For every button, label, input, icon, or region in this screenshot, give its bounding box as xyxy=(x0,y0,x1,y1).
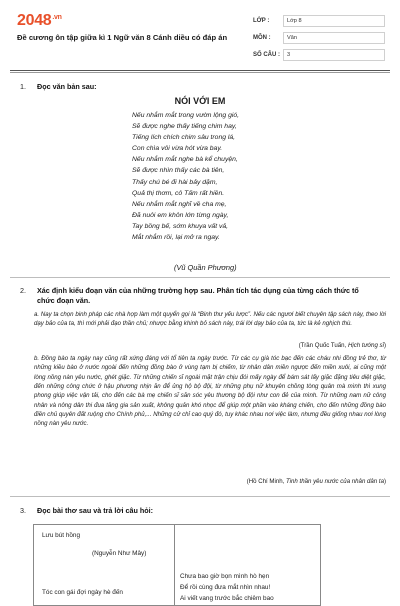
meta-value: Lớp 8 xyxy=(283,15,385,27)
poem-table-author: (Nguyễn Như Mây) xyxy=(92,550,147,557)
poem-line: Nếu nhắm mắt nghe bà kể chuyện, xyxy=(132,156,238,164)
poem-line: Đã nuôi em khôn lớn từng ngày, xyxy=(132,211,229,219)
question-2-heading-line: Xác định kiểu đoạn văn của những trường hợp sau. Phân tích tác dụng của từng cách thức tổ xyxy=(37,286,359,295)
citation-a xyxy=(299,342,386,349)
question-2-number: 2. xyxy=(20,286,26,295)
poem-title: NÓI VỚI EM xyxy=(174,96,226,106)
meta-label: SỐ CÂU : xyxy=(253,52,280,58)
poem-body xyxy=(132,110,239,243)
poem-line: Tiếng lích chích chim sâu trong lá, xyxy=(132,134,236,142)
citation-work: Tinh thần yêu nước của nhân dân ta xyxy=(286,478,384,485)
document-title: Đề cương ôn tập giữa kì 1 Ngữ văn 8 Cánh diều có đáp án xyxy=(17,33,228,42)
meta-value: 3 xyxy=(283,49,385,61)
question-2-heading-line: chức đoạn văn. xyxy=(37,295,91,305)
poem-line: Thấy chú bé đi hài bảy dặm, xyxy=(132,178,218,186)
citation-work: Hịch tướng sĩ xyxy=(347,342,384,349)
poem-table-title: Lưu bút hồng xyxy=(42,532,81,539)
meta-label: MÔN : xyxy=(253,35,271,41)
header-divider xyxy=(10,70,390,71)
meta-row-subject xyxy=(253,31,385,45)
poem-line: Sẽ được nghe thấy tiếng chim hay, xyxy=(132,123,237,131)
question-1-heading: Đọc văn bản sau: xyxy=(37,82,97,91)
question-1-number: 1. xyxy=(20,82,26,91)
poem-author: (Vũ Quần Phương) xyxy=(174,263,237,272)
poem-line: Quả thị thơm, cô Tấm rất hiền. xyxy=(132,189,225,197)
poem-line: Mắt nhắm rồi, lại mở ra ngay. xyxy=(132,234,220,242)
section-divider xyxy=(10,277,390,278)
meta-panel xyxy=(253,14,385,65)
meta-row-count xyxy=(253,48,385,62)
poem-table-line: Chưa bao giờ bọn mình hò hẹn xyxy=(180,573,270,580)
poem-table-line: Để rồi cùng đưa mắt nhìn nhau! xyxy=(180,584,271,591)
poem-table-line: Ai viết vang trước bắc chiêm bao xyxy=(180,595,274,602)
citation-text: (Trần Quốc Tuấn, xyxy=(298,342,348,349)
poem-line: Nếu nhắm mắt trong vườn lộng gió, xyxy=(132,112,240,119)
paragraph-b: b. Đồng bào ta ngày nay cũng rất xứng đáng với tổ tiên ta ngày trước. Từ các cụ già tóc bạc đến các cháu nhi đồng trẻ thơ, từ những kiều bào ở nước ngoài đến những đồng bào ở vùng tạm bị chiếm, từ nhân dân miền ngược đến miền xuôi, ai cũng một lòng nồng nàn yêu nước, ghét giặc. Từ những chiến sĩ ngoài mặt trận chịu đói mấy ngày để bám sát lấy giặc đặng tiêu diệt giặc, đến những công chức ở hậu phương nhịn ăn để ủng hộ bộ đội, từ những phụ nữ khuyên chồng tòng quân mà mình thì xung phong giúp việc vận tải, cho đến các bà mẹ chiến sĩ săn sóc yêu thương bộ đội như con đẻ của mình. Từ những nam nữ công nhân và nông dân thi đua tăng gia sản xuất, không quản khó nhọc để giúp một phần vào kháng chiến, cho đến những đồng bào điền chủ quyên đất ruộng cho Chính phủ,... Những cử chỉ cao quý đó, tuy khác nhau nơi việc làm, nhưng đều giống nhau nơi lòng nồng nàn yêu nước. xyxy=(34,355,386,428)
meta-value: Văn xyxy=(283,32,385,44)
question-3-heading: Đọc bài thơ sau và trả lời câu hỏi: xyxy=(37,506,154,515)
citation-text: (Hồ Chí Minh, xyxy=(246,478,287,485)
poem-line: Con chìa vôi vừa hót vừa bay. xyxy=(132,145,223,153)
meta-label: LỚP : xyxy=(253,18,270,24)
paragraph-a: a. Nay ta chọn binh pháp các nhà hợp làm một quyển gọi là “Binh thư yếu lược”. Nếu các ngươi biết chuyên tập sách này, theo lời dạy bảo của ta, thì mới phải đạo thần chủ; nhược bằng khinh bỏ sách này, trái lời dạy bảo của ta, tức là kẻ nghịch thù. xyxy=(34,311,386,328)
section-divider xyxy=(10,496,390,497)
question-3-number: 3. xyxy=(20,506,26,515)
logo-suffix: .vn xyxy=(52,13,62,21)
citation-text: ) xyxy=(383,342,386,349)
citation-b xyxy=(247,478,386,485)
meta-row-class xyxy=(253,14,385,28)
citation-text: ) xyxy=(383,478,386,485)
question-2-heading xyxy=(37,286,387,305)
table-column-divider xyxy=(174,525,175,605)
site-logo[interactable] xyxy=(17,12,62,30)
poem-table-line: Tóc con gái đợi ngày hè đến xyxy=(42,589,123,596)
poem-line: Sẽ được nhìn thấy các bà tiên, xyxy=(132,167,225,175)
poem-line: Tay bồng bế, sớm khuya vất vả, xyxy=(132,222,229,230)
logo-text: 2048 xyxy=(17,12,52,29)
header-divider-secondary xyxy=(10,72,390,73)
poem-table xyxy=(33,524,321,606)
poem-line: Nếu nhắm mắt nghĩ về cha mẹ, xyxy=(132,200,227,208)
